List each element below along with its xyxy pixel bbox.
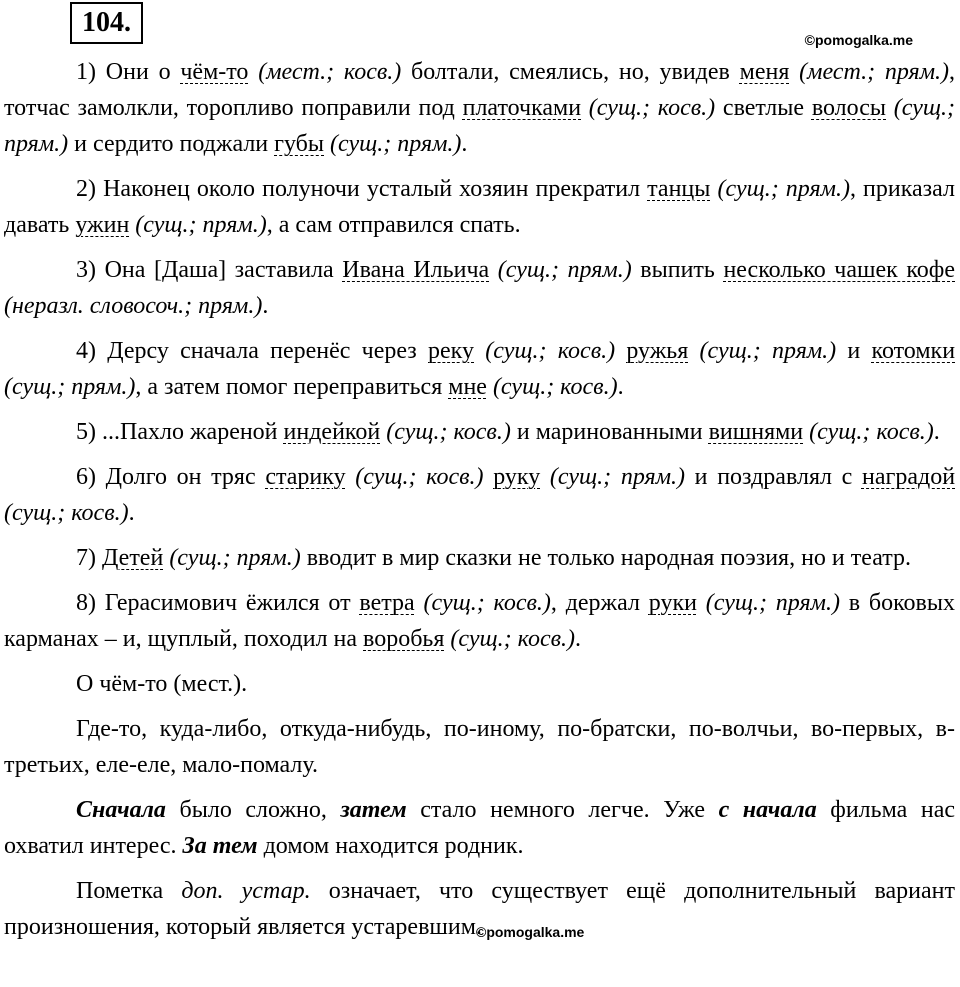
sentence-5	[4, 414, 955, 450]
note: (сущ.; косв.)	[474, 338, 616, 364]
text: , а сам отправился спать.	[266, 212, 521, 238]
text: , приказал давать	[4, 176, 955, 238]
text: , держал	[550, 590, 649, 616]
sentence-1	[4, 54, 955, 162]
sentence-8	[4, 585, 955, 657]
exercise-number: 104.	[70, 2, 143, 44]
note: (сущ.; прям.)	[688, 338, 837, 364]
text	[615, 338, 626, 364]
text: , тотчас замолкли, торопливо поправили под	[4, 59, 956, 121]
note: (сущ.; косв.)	[380, 419, 511, 445]
addition-word: платочками	[462, 95, 582, 121]
text: .	[933, 419, 940, 445]
addition-word: Детей	[102, 545, 164, 571]
text: домом находится родник.	[257, 833, 524, 859]
addition-word: воробья	[363, 626, 445, 652]
text: 4) Дерсу сначала перенёс через	[76, 338, 429, 364]
paragraph-pronoun: О чём-то (мест.).	[76, 671, 248, 697]
addition-word: котомки	[871, 338, 956, 364]
sentence-4	[4, 333, 955, 405]
text: светлые	[715, 95, 812, 121]
addition-word: несколько чашек кофе	[723, 257, 955, 283]
addition-word: наградой	[861, 464, 956, 490]
note: (сущ.; прям.)	[696, 590, 840, 616]
note: (сущ.; косв.)	[803, 419, 934, 445]
text: в боковых карманах – и, щуплый, походил на	[4, 590, 955, 652]
note: (сущ.; прям.)	[4, 374, 136, 400]
note: (сущ.; косв.)	[581, 95, 716, 121]
text: 5) ...Пахло жареной	[76, 419, 284, 445]
text: 1) Они о	[76, 59, 181, 85]
bold-word: с начала	[718, 797, 817, 823]
text: 8) Герасимович ёжился от	[76, 590, 360, 616]
text: фильма нас охватил интерес.	[4, 797, 956, 859]
text: выпить	[631, 257, 724, 283]
note: (мест.; косв.)	[248, 59, 402, 85]
watermark-mid: ©pomogalka.me	[476, 924, 585, 940]
answer-text	[4, 54, 955, 945]
note: (сущ.; косв.)	[444, 626, 576, 652]
text: болтали, смеялись, но, увидев	[401, 59, 740, 85]
sentence-6	[4, 459, 955, 531]
text: и	[836, 338, 872, 364]
addition-word: мне	[448, 374, 487, 400]
text: 2) Наконец около полуночи усталый хозяин прекратил	[76, 176, 648, 202]
paragraph-note	[4, 873, 955, 945]
paragraph-hyphen-words: Где-то, куда-либо, откуда-нибудь, по-иному, по-братски, по-волчьи, во-первых, в-третьих, еле-еле, мало-помалу.	[4, 716, 955, 778]
addition-word: танцы	[647, 176, 711, 202]
note: (сущ.; прям.)	[324, 131, 462, 157]
addition-word: ужин	[75, 212, 130, 238]
note: (сущ.; прям.)	[4, 95, 956, 157]
text: , а затем помог переправиться	[135, 374, 449, 400]
text: стало немного легче. Уже	[406, 797, 719, 823]
addition-word: индейкой	[283, 419, 381, 445]
text: .	[617, 374, 624, 400]
text: было сложно,	[165, 797, 341, 823]
text: .	[575, 626, 582, 652]
addition-word: руки	[648, 590, 697, 616]
text: .	[461, 131, 468, 157]
text: 6) Долго он тряс	[76, 464, 266, 490]
italic-term: доп. устар.	[181, 878, 311, 904]
addition-word: ружья	[626, 338, 689, 364]
text: .	[128, 500, 135, 526]
text: означает, что существует ещё дополнительный вариант произношения, который является устаревшим.	[4, 878, 956, 940]
watermark-top: ©pomogalka.me	[804, 32, 913, 48]
sentence-2	[4, 171, 955, 243]
note: (сущ.; прям.)	[163, 545, 301, 571]
addition-word: ветра	[359, 590, 415, 616]
text: и поздравлял с	[685, 464, 862, 490]
note: (сущ.; прям.)	[489, 257, 632, 283]
text: и маринованными	[510, 419, 709, 445]
note: (мест.; прям.)	[789, 59, 950, 85]
addition-word: чём-то	[180, 59, 249, 85]
sentence-7	[4, 540, 955, 576]
text: 7)	[76, 545, 102, 571]
addition-word: Ивана Ильича	[342, 257, 490, 283]
note: (сущ.; прям.)	[710, 176, 850, 202]
addition-word: старику	[265, 464, 346, 490]
addition-word: руку	[493, 464, 541, 490]
bold-word: За тем	[182, 833, 258, 859]
text: 3) Она [Даша] заставила	[76, 257, 343, 283]
text	[484, 464, 494, 490]
addition-word: вишнями	[708, 419, 804, 445]
addition-word: меня	[739, 59, 790, 85]
sentence-3	[4, 252, 955, 324]
text: и сердито поджали	[68, 131, 275, 157]
note: (сущ.; косв.)	[414, 590, 551, 616]
bold-word: Сначала	[76, 797, 166, 823]
text: .	[262, 293, 269, 319]
note: (сущ.; косв.)	[486, 374, 618, 400]
note: (сущ.; прям.)	[129, 212, 267, 238]
note: (неразл. словосоч.; прям.)	[4, 293, 263, 319]
addition-word: губы	[274, 131, 325, 157]
note: (сущ.; косв.)	[4, 500, 129, 526]
bold-word: затем	[340, 797, 407, 823]
addition-word: реку	[428, 338, 475, 364]
note: (сущ.; косв.)	[345, 464, 484, 490]
note: (сущ.; прям.)	[540, 464, 685, 490]
text: вводит в мир сказки не только народная поэзия, но и театр.	[300, 545, 912, 571]
addition-word: волосы	[811, 95, 887, 121]
text: Пометка	[76, 878, 182, 904]
paragraph-adverbs	[4, 792, 955, 864]
